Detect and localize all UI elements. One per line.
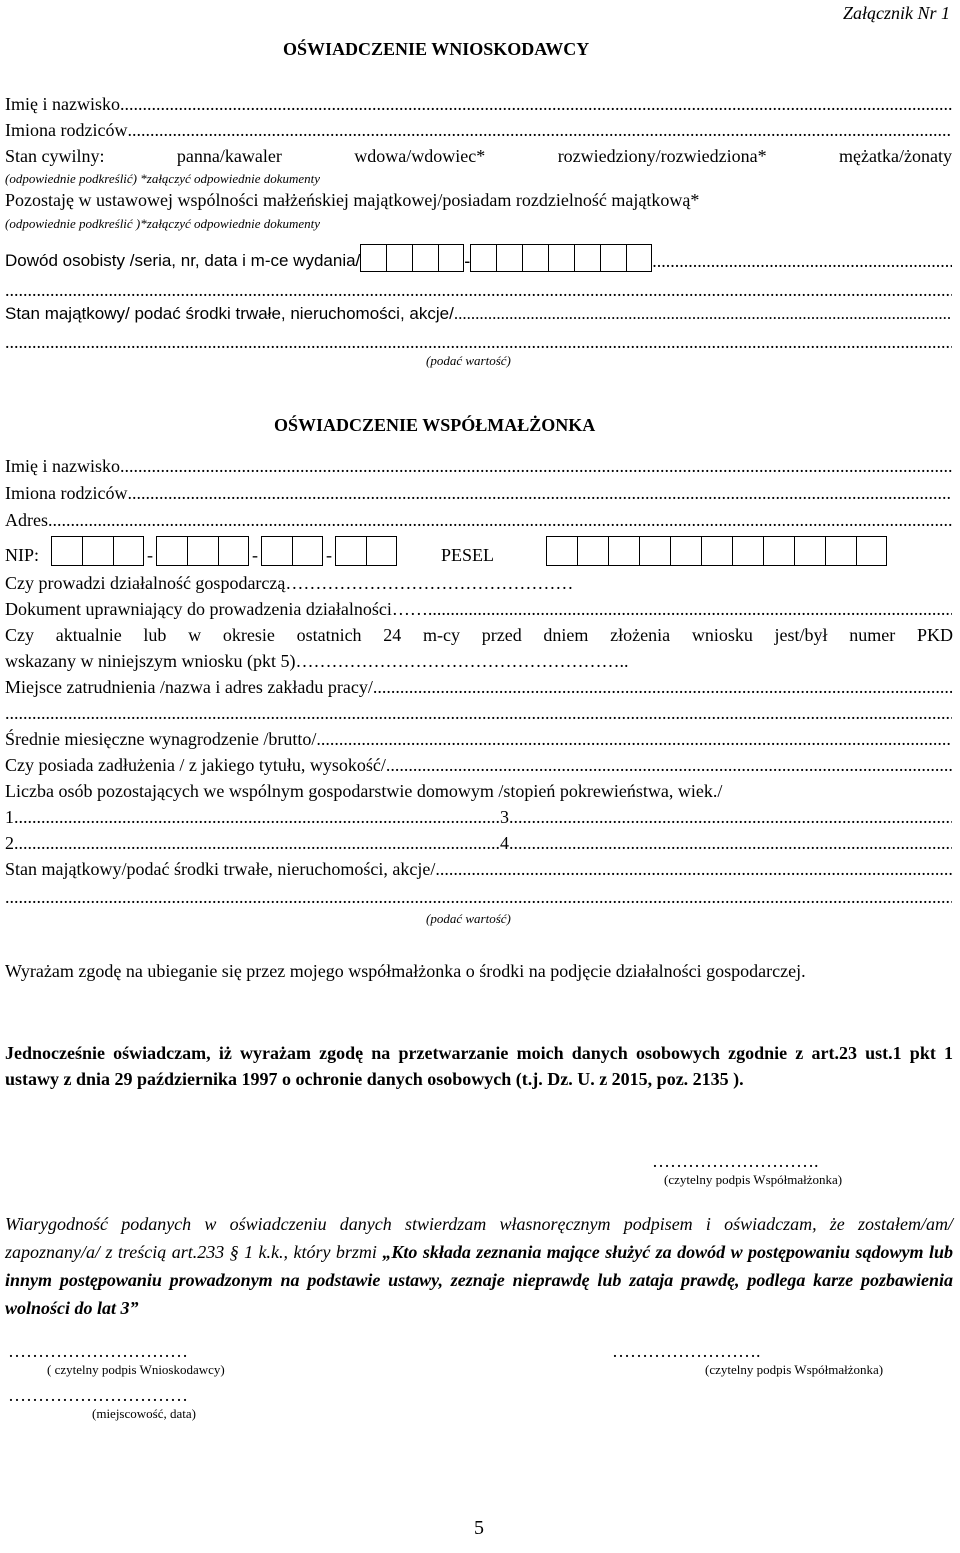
marital-option-divorced[interactable]: rozwiedziony/rozwiedziona*: [557, 146, 767, 166]
applicant-name-row[interactable]: [5, 93, 952, 115]
marital-note: (odpowiednie podkreślić) *załączyć odpowiednie dokumenty: [5, 171, 321, 186]
place-date-caption: (miejscowość, data): [92, 1406, 196, 1421]
applicant-value-note: (podać wartość): [426, 353, 511, 368]
employment-continuation[interactable]: [5, 702, 952, 724]
spouse-parents-row[interactable]: [5, 482, 952, 504]
debt-label: Czy posiada zadłużenia / z jakiego tytułu, wysokość/: [5, 755, 386, 775]
household-row-2[interactable]: [5, 832, 952, 854]
marital-option-married[interactable]: mężatka/żonaty: [839, 146, 952, 166]
pesel-label: PESEL: [441, 545, 495, 565]
household-row-1[interactable]: [5, 806, 952, 828]
household-dots-2: ............................................................................................................: [14, 833, 500, 853]
spouse-signature-caption-2: (czytelny podpis Współmałżonka): [705, 1362, 884, 1377]
business-label: Czy prowadzi działalność gospodarczą: [5, 573, 286, 593]
applicant-wealth-row[interactable]: [5, 303, 952, 325]
nip-boxes-3[interactable]: [261, 536, 323, 566]
spouse-address-label: Adres: [5, 510, 48, 530]
applicant-parents-label: Imiona rodziców: [5, 120, 128, 140]
applicant-parents-row[interactable]: [5, 119, 952, 141]
attachment-label: Załącznik Nr 1: [842, 3, 950, 23]
employment-row[interactable]: [5, 676, 952, 698]
spouse-parents-label: Imiona rodziców: [5, 483, 128, 503]
pkd-text-2[interactable]: wskazany w niniejszym wniosku (pkt 5)………………………………………………..: [5, 651, 629, 671]
household-num-1: 1: [5, 807, 14, 827]
id-series-boxes[interactable]: [360, 244, 464, 272]
salary-row[interactable]: [5, 728, 952, 750]
applicant-wealth-continuation[interactable]: [5, 331, 952, 353]
page-number: 5: [474, 1517, 484, 1539]
spouse-wealth-row[interactable]: [5, 858, 952, 880]
business-doc-label: Dokument uprawniający do prowadzenia działalności……: [5, 599, 428, 619]
nip-pesel-row: [5, 536, 887, 566]
marital-option-single[interactable]: panna/kawaler: [176, 146, 282, 166]
nip-label: NIP:: [5, 545, 40, 565]
id-card-row[interactable]: [5, 244, 952, 272]
spouse-name-label: Imię i nazwisko: [5, 456, 120, 476]
spouse-signature-caption: (czytelny podpis Współmałżonka): [664, 1172, 843, 1187]
spouse-title: OŚWIADCZENIE WSPÓŁMAŁŻONKA: [274, 415, 596, 435]
id-card-label: Dowód osobisty /seria, nr, data i m-ce wydania/: [5, 251, 361, 270]
nip-boxes-4[interactable]: [335, 536, 397, 566]
property-regime-note: (odpowiednie podkreślić )*załączyć odpowiednie dokumenty: [5, 216, 321, 231]
marital-option-widowed[interactable]: wdowa/wdowiec*: [354, 146, 486, 166]
nip-dash-3: -: [326, 545, 333, 565]
spouse-value-note: (podać wartość): [426, 911, 511, 926]
business-doc-row[interactable]: [5, 598, 952, 620]
nip-dash-1: -: [147, 545, 154, 565]
household-num-4: 4: [500, 833, 509, 853]
id-dash: -: [464, 251, 471, 271]
spouse-signature-dots[interactable]: ……………………….: [652, 1151, 819, 1171]
gdpr-consent-text: Jednocześnie oświadczam, iż wyrażam zgodę na przetwarzanie moich danych osobowych zgodnie z art.23 ust.1 pkt 1 ustawy z dnia 29 października 1997 o ochronie danych osobowych (t.j. Dz. U. z 2015, poz. 2135 ).: [5, 1043, 953, 1089]
marital-label: Stan cywilny:: [5, 146, 105, 166]
spouse-name-row[interactable]: [5, 455, 952, 477]
credibility-bold: „Kto składa zeznania mające służyć za dowód w postępowaniu sądowym lub innym postępowaniu prowadzonym na podstawie ustawy, zeznaje nieprawdę lub zataja prawdę, podlega karze pozbawienia wolności do lat 3”: [5, 1242, 953, 1318]
nip-boxes-2[interactable]: [156, 536, 249, 566]
spouse-address-row[interactable]: [5, 509, 952, 531]
debt-row[interactable]: [5, 754, 952, 776]
business-row[interactable]: [5, 572, 573, 594]
spouse-wealth-label: Stan majątkowy/podać środki trwałe, nieruchomości, akcje/: [5, 859, 436, 879]
credibility-plain: Wiarygodność podanych w oświadczeniu danych stwierdzam własnoręcznym podpisem i oświadczam, że zostałem/am/ zapoznany/a/ z treścią art.233 § 1 k.k., który brzmi: [5, 1214, 953, 1262]
id-number-boxes[interactable]: [470, 244, 652, 272]
employment-label: Miejsce zatrudnienia /nazwa i adres zakładu pracy/: [5, 677, 373, 697]
property-regime-text[interactable]: Pozostaję w ustawowej wspólności małżeńskiej majątkowej/posiadam rozdzielność majątkową*: [5, 190, 700, 210]
nip-boxes-1[interactable]: [51, 536, 144, 566]
business-dots: …………………………………………: [285, 573, 574, 593]
id-continuation-row[interactable]: [5, 279, 952, 301]
spouse-wealth-continuation[interactable]: [5, 886, 952, 908]
household-num-3: 3: [500, 807, 509, 827]
salary-label: Średnie miesięczne wynagrodzenie /brutto/: [5, 729, 317, 749]
marital-status-row: [5, 145, 952, 167]
applicant-signature-caption: ( czytelny podpis Wnioskodawcy): [47, 1362, 225, 1377]
nip-dash-2: -: [252, 545, 259, 565]
credibility-statement: [5, 1210, 953, 1322]
spouse-signature-dots-2[interactable]: …………………….: [612, 1341, 761, 1361]
applicant-wealth-label: Stan majątkowy/ podać środki trwałe, nieruchomości, akcje/: [5, 304, 454, 323]
applicant-signature-dots[interactable]: …………………………: [8, 1341, 188, 1361]
household-num-2: 2: [5, 833, 14, 853]
applicant-title: OŚWIADCZENIE WNIOSKODAWCY: [283, 39, 590, 59]
pkd-text: Czy aktualnie lub w okresie ostatnich 24 m-cy przed dniem złożenia wniosku jest/był numer PKD: [5, 625, 953, 645]
household-label: Liczba osób pozostających we wspólnym gospodarstwie domowym /stopień pokrewieństwa, wiek./: [5, 781, 723, 801]
pesel-boxes[interactable]: [546, 536, 887, 566]
consent-text: Wyrażam zgodę na ubieganie się przez mojego współmałżonka o środki na podjęcie działalności gospodarczej.: [5, 961, 806, 981]
applicant-name-label: Imię i nazwisko: [5, 94, 120, 114]
household-dots-1: ............................................................................................................: [14, 807, 500, 827]
place-date-dots[interactable]: …………………………: [8, 1385, 188, 1405]
